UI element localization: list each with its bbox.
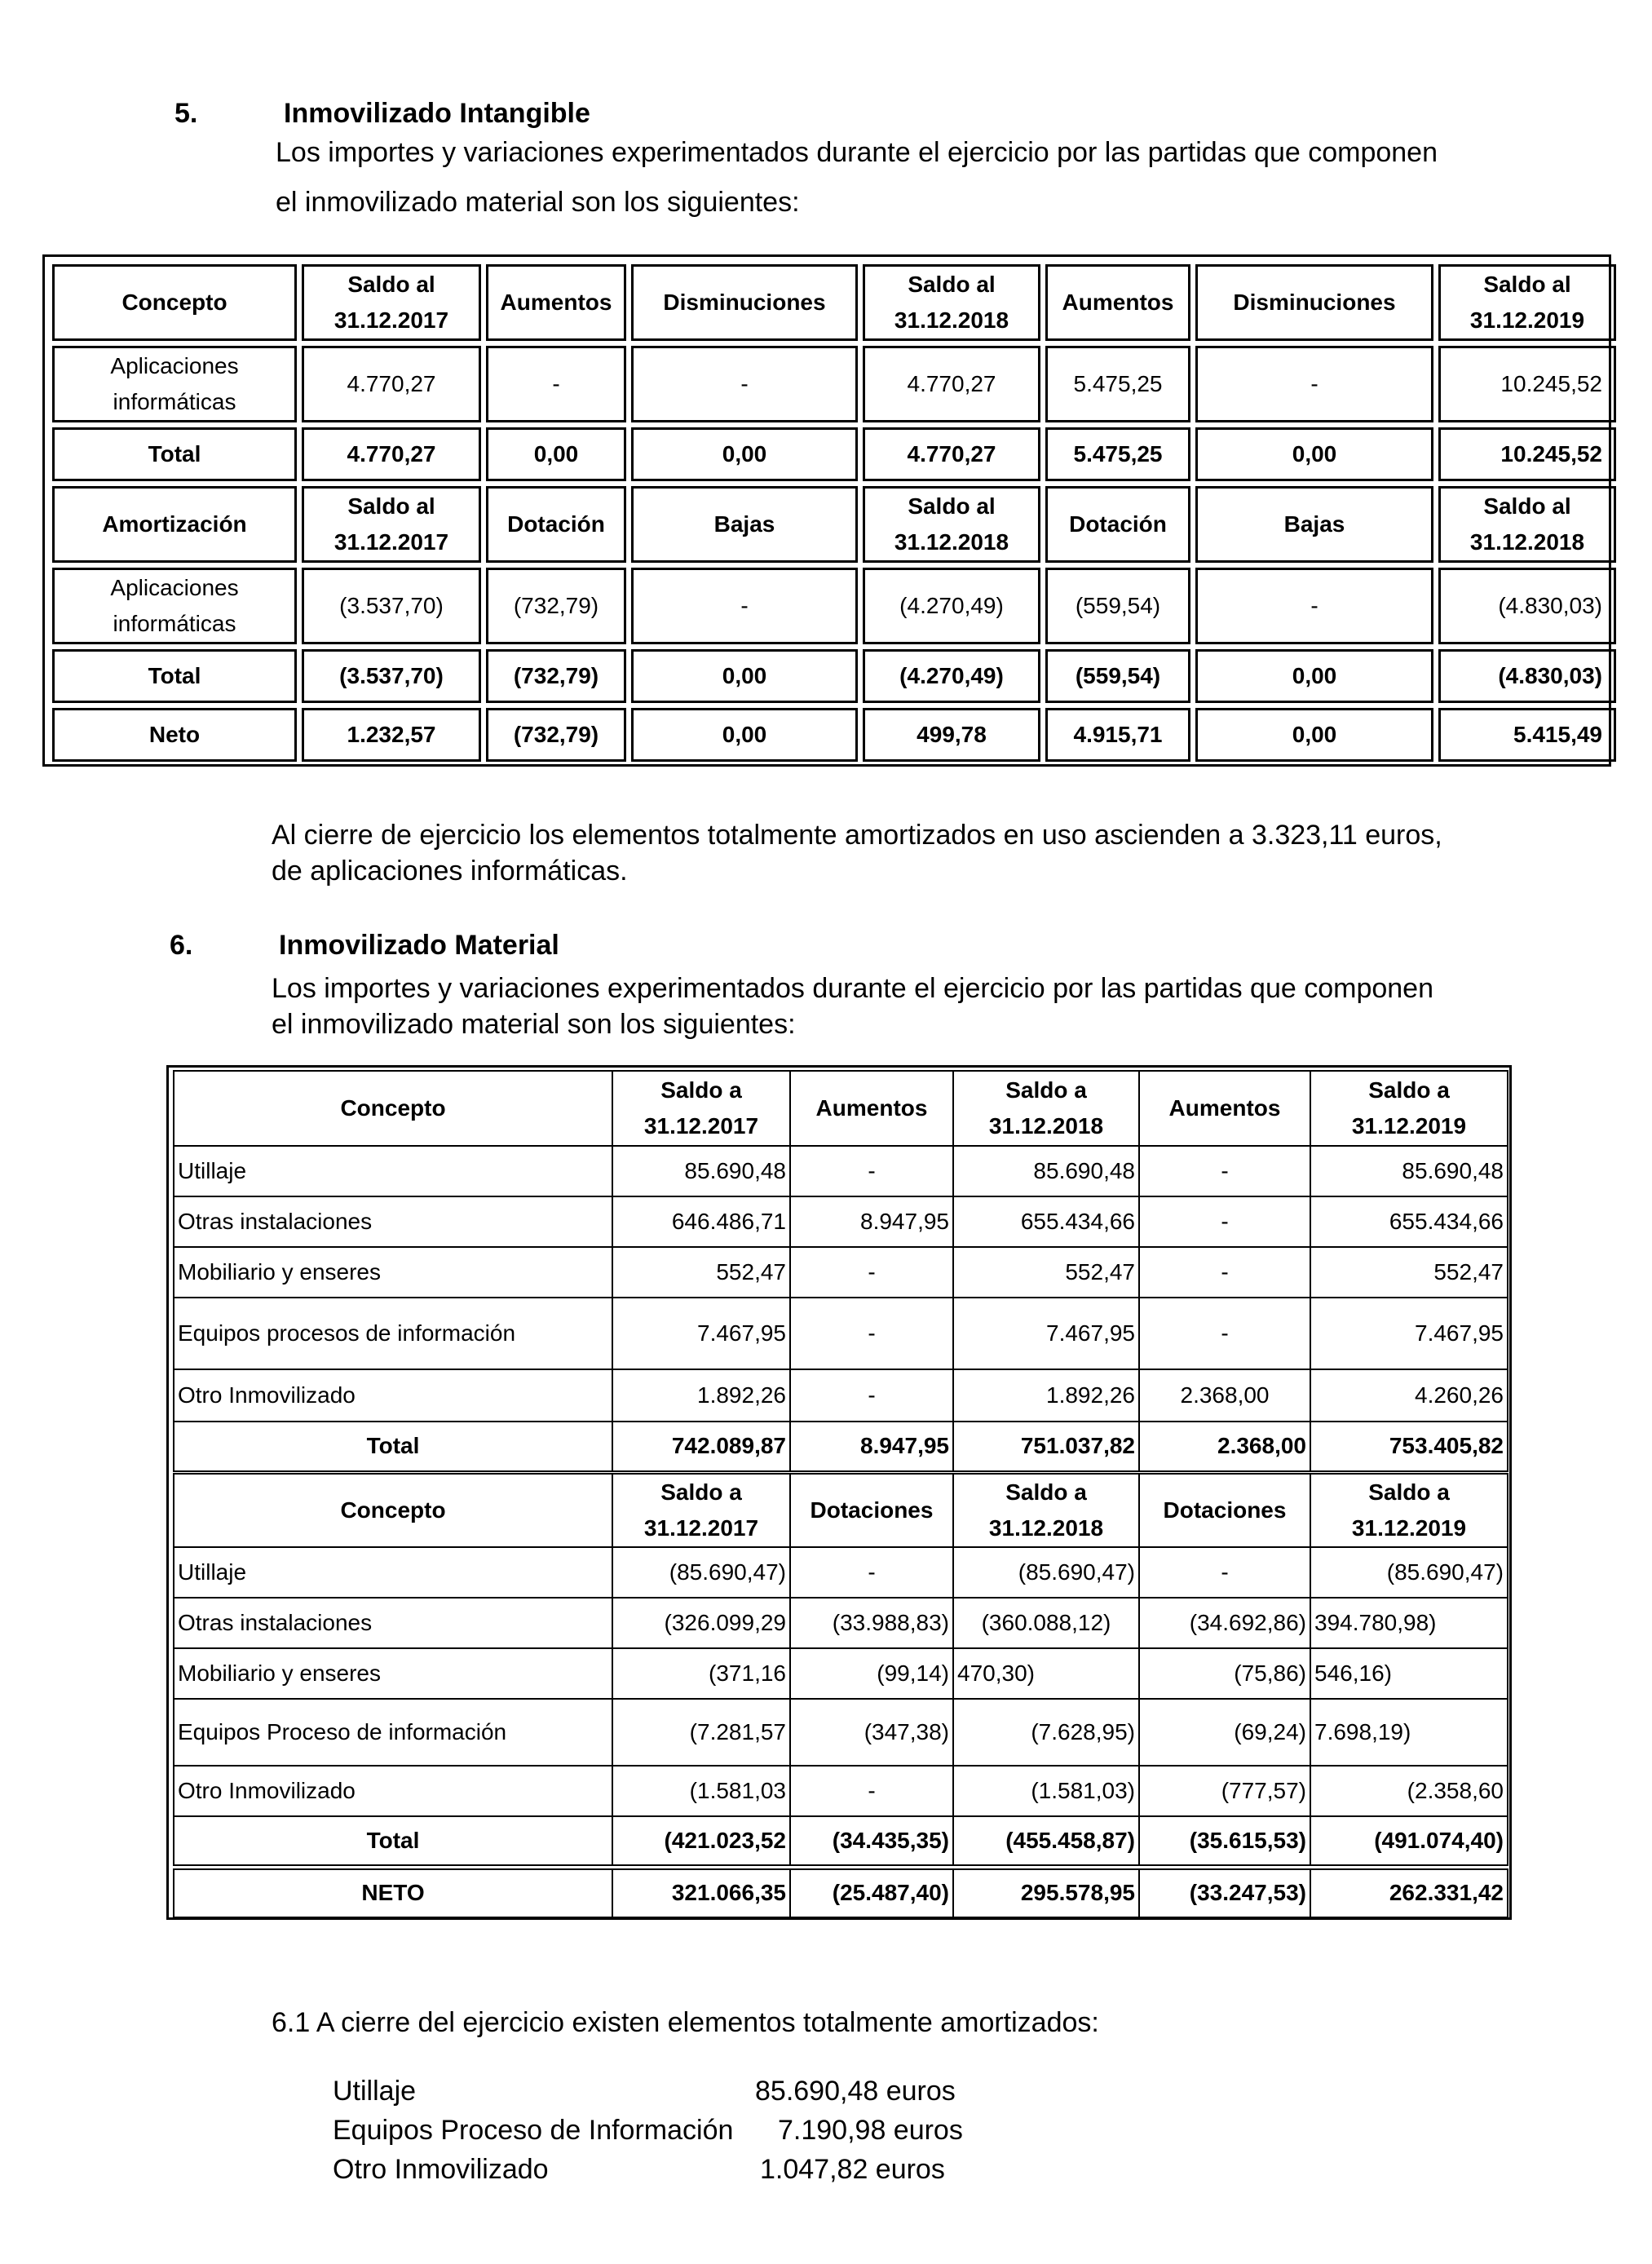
- col-aumentos-2019: Aumentos: [1139, 1071, 1310, 1146]
- cell: (1.581,03: [612, 1766, 790, 1816]
- cell: (732,79): [486, 649, 626, 703]
- cell: -: [1139, 1146, 1310, 1196]
- col-saldo-2017: Saldo al 31.12.2017: [302, 486, 481, 563]
- material-row-utillaje: [174, 1146, 1508, 1196]
- col-saldo-2018: Saldo a 31.12.2018: [953, 1472, 1139, 1547]
- cell: -: [486, 346, 626, 422]
- cell: (35.615,53): [1139, 1816, 1310, 1867]
- cell: (85.690,47): [612, 1547, 790, 1598]
- section-5-title: Inmovilizado Intangible: [284, 98, 590, 129]
- intangible-row-neto: [52, 708, 1616, 762]
- intangible-amort-row-aplicaciones: [52, 568, 1616, 644]
- cell: -: [790, 1146, 953, 1196]
- amortized-value-equipos: 7.190,98 euros: [778, 2115, 963, 2146]
- cell: 7.467,95: [1310, 1298, 1508, 1369]
- cell: 0,00: [1195, 427, 1433, 481]
- cell: (3.537,70): [302, 568, 481, 644]
- cell: 85.690,48: [612, 1146, 790, 1196]
- cell: (3.537,70): [302, 649, 481, 703]
- section-5-intro-line2: el inmovilizado material son los siguientes:: [276, 187, 800, 218]
- cell: -: [790, 1369, 953, 1422]
- row-label: NETO: [174, 1867, 612, 1917]
- cell: 0,00: [631, 649, 858, 703]
- cell: 1.892,26: [612, 1369, 790, 1422]
- section-6-1-note: 6.1 A cierre del ejercicio existen elementos totalmente amortizados:: [272, 2007, 1099, 2038]
- cell: 295.578,95: [953, 1867, 1139, 1917]
- cell: -: [790, 1247, 953, 1298]
- col-saldo-2018: Saldo al 31.12.2018: [863, 264, 1040, 341]
- row-label: Equipos Proceso de información: [174, 1699, 612, 1766]
- cell: 0,00: [1195, 649, 1433, 703]
- material-row-total: [174, 1422, 1508, 1472]
- col-concepto: Concepto: [174, 1071, 612, 1146]
- row-label: Otras instalaciones: [174, 1196, 612, 1247]
- row-label: Aplicaciones informáticas: [52, 346, 297, 422]
- cell: 546,16): [1310, 1648, 1508, 1699]
- cell: 10.245,52: [1438, 427, 1616, 481]
- cell: 552,47: [1310, 1247, 1508, 1298]
- cell: (2.358,60: [1310, 1766, 1508, 1816]
- row-label: Total: [174, 1816, 612, 1867]
- cell: -: [631, 346, 858, 422]
- col-concepto: Concepto: [174, 1472, 612, 1547]
- section-6-title: Inmovilizado Material: [279, 930, 559, 961]
- cell: 5.475,25: [1045, 427, 1190, 481]
- intangible-header-row: [52, 264, 1616, 341]
- cell: 4.770,27: [302, 346, 481, 422]
- intangible-row-aplicaciones: [52, 346, 1616, 422]
- row-label: Otras instalaciones: [174, 1598, 612, 1648]
- cell: (25.487,40): [790, 1867, 953, 1917]
- material-header-row: [174, 1071, 1508, 1146]
- col-dotacion-2018: Dotación: [486, 486, 626, 563]
- col-dotaciones-2019: Dotaciones: [1139, 1472, 1310, 1547]
- col-saldo-2017: Saldo al 31.12.2017: [302, 264, 481, 341]
- cell: 1.892,26: [953, 1369, 1139, 1422]
- row-label: Mobiliario y enseres: [174, 1648, 612, 1699]
- cell: 7.467,95: [612, 1298, 790, 1369]
- amortized-label-otro: Otro Inmovilizado: [333, 2154, 549, 2185]
- cell: (34.692,86): [1139, 1598, 1310, 1648]
- intangible-amort-header-row: [52, 486, 1616, 563]
- material-amort-row-equipos: [174, 1699, 1508, 1766]
- cell: 655.434,66: [1310, 1196, 1508, 1247]
- cell: 646.486,71: [612, 1196, 790, 1247]
- cell: (360.088,12): [953, 1598, 1139, 1648]
- intangible-amort-row-total: [52, 649, 1616, 703]
- col-bajas-2019: Bajas: [1195, 486, 1433, 563]
- cell: 7.467,95: [953, 1298, 1139, 1369]
- cell: 8.947,95: [790, 1422, 953, 1472]
- cell: -: [1195, 346, 1433, 422]
- cell: 85.690,48: [953, 1146, 1139, 1196]
- cell: (559,54): [1045, 568, 1190, 644]
- col-saldo-2018: Saldo a 31.12.2018: [953, 1071, 1139, 1146]
- cell: -: [1139, 1247, 1310, 1298]
- section-6-number: 6.: [170, 930, 193, 961]
- cell: (777,57): [1139, 1766, 1310, 1816]
- cell: (85.690,47): [1310, 1547, 1508, 1598]
- cell: (4.830,03): [1438, 568, 1616, 644]
- cell: (732,79): [486, 568, 626, 644]
- cell: -: [1139, 1547, 1310, 1598]
- material-row-equipos: [174, 1298, 1508, 1369]
- cell: 0,00: [631, 708, 858, 762]
- cell: (34.435,35): [790, 1816, 953, 1867]
- col-saldo-2018: Saldo al 31.12.2018: [863, 486, 1040, 563]
- col-aumentos-2018: Aumentos: [486, 264, 626, 341]
- cell: (7.628,95): [953, 1699, 1139, 1766]
- col-saldo-2019: Saldo al 31.12.2019: [1438, 264, 1616, 341]
- intangible-row-total: [52, 427, 1616, 481]
- col-disminuciones-2018: Disminuciones: [631, 264, 858, 341]
- cell: 655.434,66: [953, 1196, 1139, 1247]
- col-saldo-2017: Saldo a 31.12.2017: [612, 1472, 790, 1547]
- row-label: Utillaje: [174, 1146, 612, 1196]
- cell: 394.780,98): [1310, 1598, 1508, 1648]
- cell: 7.698,19): [1310, 1699, 1508, 1766]
- cell: 2.368,00: [1139, 1422, 1310, 1472]
- cell: (4.270,49): [863, 649, 1040, 703]
- material-table: [173, 1070, 1508, 1919]
- cell: 10.245,52: [1438, 346, 1616, 422]
- cell: (1.581,03): [953, 1766, 1139, 1816]
- col-saldo-2019: Saldo a 31.12.2019: [1310, 1472, 1508, 1547]
- cell: 4.770,27: [302, 427, 481, 481]
- cell: (421.023,52: [612, 1816, 790, 1867]
- col-disminuciones-2019: Disminuciones: [1195, 264, 1433, 341]
- cell: (326.099,29: [612, 1598, 790, 1648]
- amortized-value-utillaje: 85.690,48 euros: [755, 2076, 956, 2107]
- material-row-otras-instalaciones: [174, 1196, 1508, 1247]
- section-5-note-line2: de aplicaciones informáticas.: [272, 856, 628, 887]
- cell: (33.988,83): [790, 1598, 953, 1648]
- cell: (347,38): [790, 1699, 953, 1766]
- row-label: Mobiliario y enseres: [174, 1247, 612, 1298]
- amortized-label-utillaje: Utillaje: [333, 2076, 417, 2107]
- cell: 4.770,27: [863, 346, 1040, 422]
- material-row-otro-inmovilizado: [174, 1369, 1508, 1422]
- cell: (4.270,49): [863, 568, 1040, 644]
- cell: (75,86): [1139, 1648, 1310, 1699]
- col-saldo-2017: Saldo a 31.12.2017: [612, 1071, 790, 1146]
- col-aumentos-2018: Aumentos: [790, 1071, 953, 1146]
- col-dotaciones-2018: Dotaciones: [790, 1472, 953, 1547]
- material-amort-row-utillaje: [174, 1547, 1508, 1598]
- cell: -: [1139, 1298, 1310, 1369]
- cell: 85.690,48: [1310, 1146, 1508, 1196]
- material-row-neto: [174, 1867, 1508, 1917]
- row-label: Total: [174, 1422, 612, 1472]
- cell: (4.830,03): [1438, 649, 1616, 703]
- cell: 742.089,87: [612, 1422, 790, 1472]
- row-label: Total: [52, 427, 297, 481]
- section-5-number: 5.: [174, 98, 198, 129]
- col-amortizacion: Amortización: [52, 486, 297, 563]
- row-label: Otro Inmovilizado: [174, 1766, 612, 1816]
- cell: 8.947,95: [790, 1196, 953, 1247]
- cell: (33.247,53): [1139, 1867, 1310, 1917]
- col-aumentos-2019: Aumentos: [1045, 264, 1190, 341]
- section-6-intro-line1: Los importes y variaciones experimentados durante el ejercicio por las partidas que componen: [272, 973, 1433, 1004]
- intangible-table: [47, 259, 1621, 767]
- row-label: Equipos procesos de información: [174, 1298, 612, 1369]
- cell: 499,78: [863, 708, 1040, 762]
- cell: 5.475,25: [1045, 346, 1190, 422]
- cell: 753.405,82: [1310, 1422, 1508, 1472]
- cell: 0,00: [1195, 708, 1433, 762]
- cell: 0,00: [486, 427, 626, 481]
- section-6-intro-line2: el inmovilizado material son los siguientes:: [272, 1009, 796, 1040]
- cell: 4.260,26: [1310, 1369, 1508, 1422]
- row-label: Aplicaciones informáticas: [52, 568, 297, 644]
- cell: 2.368,00: [1139, 1369, 1310, 1422]
- row-label: Utillaje: [174, 1547, 612, 1598]
- cell: 262.331,42: [1310, 1867, 1508, 1917]
- cell: 5.415,49: [1438, 708, 1616, 762]
- cell: (371,16: [612, 1648, 790, 1699]
- col-saldo-2019: Saldo a 31.12.2019: [1310, 1071, 1508, 1146]
- section-5-note-line1: Al cierre de ejercicio los elementos totalmente amortizados en uso ascienden a 3.323,11 euros,: [272, 820, 1442, 851]
- cell: (99,14): [790, 1648, 953, 1699]
- col-dotacion-2019: Dotación: [1045, 486, 1190, 563]
- cell: -: [790, 1547, 953, 1598]
- cell: (7.281,57: [612, 1699, 790, 1766]
- cell: 552,47: [612, 1247, 790, 1298]
- col-saldo-2018b: Saldo al 31.12.2018: [1438, 486, 1616, 563]
- material-amort-row-total: [174, 1816, 1508, 1867]
- cell: (491.074,40): [1310, 1816, 1508, 1867]
- col-bajas-2018: Bajas: [631, 486, 858, 563]
- col-concepto: Concepto: [52, 264, 297, 341]
- cell: 4.770,27: [863, 427, 1040, 481]
- material-row-mobiliario: [174, 1247, 1508, 1298]
- cell: 1.232,57: [302, 708, 481, 762]
- cell: (559,54): [1045, 649, 1190, 703]
- material-amort-row-otras-instalaciones: [174, 1598, 1508, 1648]
- row-label: Total: [52, 649, 297, 703]
- amortized-label-equipos: Equipos Proceso de Información: [333, 2115, 734, 2146]
- cell: 321.066,35: [612, 1867, 790, 1917]
- cell: 751.037,82: [953, 1422, 1139, 1472]
- section-5-intro-line1: Los importes y variaciones experimentados durante el ejercicio por las partidas que componen: [276, 137, 1438, 168]
- cell: (732,79): [486, 708, 626, 762]
- material-amort-row-otro-inmovilizado: [174, 1766, 1508, 1816]
- cell: 4.915,71: [1045, 708, 1190, 762]
- cell: 0,00: [631, 427, 858, 481]
- cell: 552,47: [953, 1247, 1139, 1298]
- row-label: Otro Inmovilizado: [174, 1369, 612, 1422]
- cell: (85.690,47): [953, 1547, 1139, 1598]
- cell: -: [631, 568, 858, 644]
- cell: -: [790, 1298, 953, 1369]
- row-label: Neto: [52, 708, 297, 762]
- cell: -: [1139, 1196, 1310, 1247]
- cell: (69,24): [1139, 1699, 1310, 1766]
- amortized-value-otro: 1.047,82 euros: [760, 2154, 945, 2185]
- cell: -: [1195, 568, 1433, 644]
- cell: 470,30): [953, 1648, 1139, 1699]
- material-amort-row-mobiliario: [174, 1648, 1508, 1699]
- cell: (455.458,87): [953, 1816, 1139, 1867]
- material-amort-header-row: [174, 1472, 1508, 1547]
- cell: -: [790, 1766, 953, 1816]
